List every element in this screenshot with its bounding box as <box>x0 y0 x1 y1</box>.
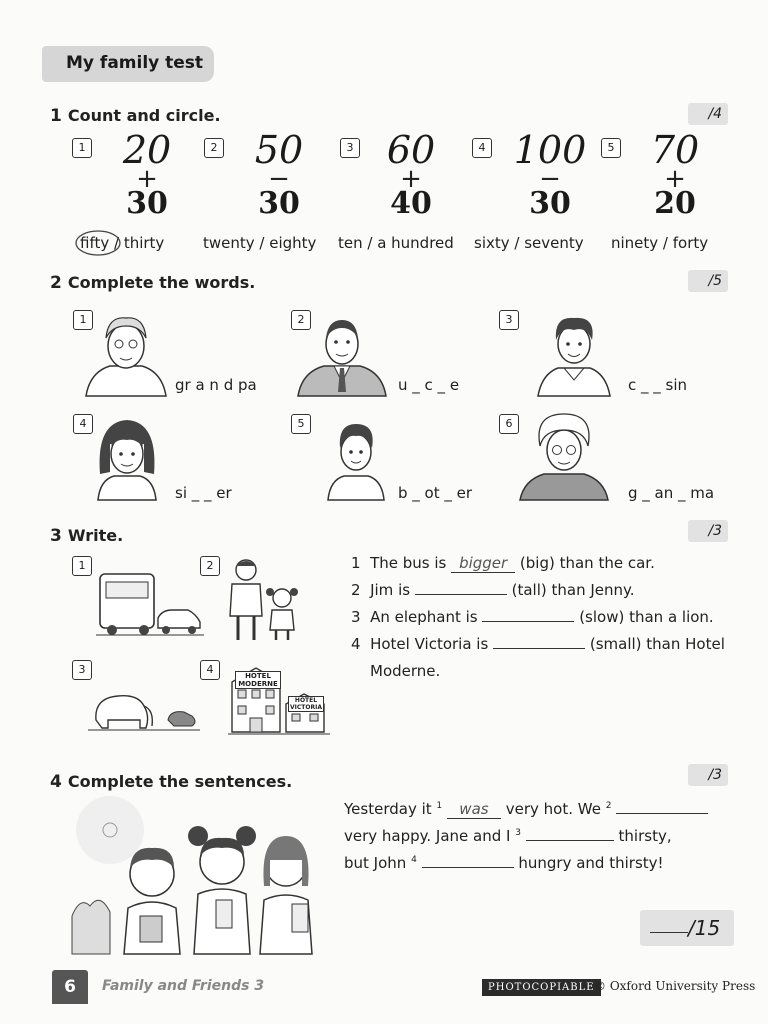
answer-choice[interactable]: ten / a hundred <box>338 234 454 252</box>
answer-blank[interactable] <box>493 648 585 649</box>
item-number-box: 5 <box>291 414 311 434</box>
section-1-heading: 1 Count and circle. <box>50 106 221 126</box>
sum-top-number: 60 <box>386 128 436 172</box>
sum-operator: + <box>400 164 422 194</box>
page-title: My family test <box>66 53 204 73</box>
sentence-4-line-2: very happy. Jane and I $^3$ thirsty, <box>344 827 672 845</box>
item-number-box: 1 <box>72 138 92 158</box>
sum-bottom-number: 30 <box>258 186 300 221</box>
word-puzzle[interactable]: b _ ot _ er <box>398 484 473 502</box>
answer-choice[interactable]: twenty / eighty <box>203 234 317 252</box>
item-number-box: 2 <box>204 138 224 158</box>
total-score-box <box>640 910 734 946</box>
bus-and-car-illustration <box>96 570 206 638</box>
section-1-score: /4 <box>688 103 728 125</box>
item-number-box: 5 <box>601 138 621 158</box>
word-puzzle[interactable]: g _ an _ ma <box>628 484 715 502</box>
sentence-4-continuation: Moderne. <box>370 662 441 680</box>
sum-bottom-number: 30 <box>126 186 168 221</box>
publisher: © Oxford University Press <box>594 979 756 993</box>
answer-choice[interactable]: ninety / forty <box>611 234 709 252</box>
section-4-heading: 4 Complete the sentences. <box>50 772 293 792</box>
answer-blank[interactable] <box>482 621 574 622</box>
section-2-heading: 2 Complete the words. <box>50 273 256 293</box>
item-number-box: 1 <box>73 310 93 330</box>
page-number: 6 <box>52 970 88 1004</box>
answer-choice[interactable]: sixty / seventy <box>474 234 584 252</box>
cousin-illustration <box>534 312 614 396</box>
item-number-box: 4 <box>472 138 492 158</box>
uncle-illustration <box>296 312 388 396</box>
sum-operator: + <box>664 164 686 194</box>
grandma-illustration <box>518 410 610 500</box>
sum-bottom-number: 40 <box>390 186 432 221</box>
circle-mark <box>74 230 124 258</box>
answer-blank[interactable] <box>422 867 514 868</box>
page-title-band <box>42 46 214 82</box>
hotel-moderne-sign: HOTEL MODERNE <box>235 671 281 689</box>
word-puzzle[interactable]: u _ c _ e <box>398 376 460 394</box>
section-4-score: /3 <box>688 764 728 786</box>
children-drinking-illustration <box>70 796 332 954</box>
sentence-1: 1 The bus is bigger (big) than the car. <box>351 554 655 572</box>
answer-blank[interactable] <box>526 840 614 841</box>
sentence-2: 2 Jim is (tall) than Jenny. <box>351 581 635 599</box>
sum-top-number: 50 <box>254 128 304 172</box>
word-puzzle[interactable]: gr a n d pa <box>175 376 257 394</box>
item-number-box: 2 <box>291 310 311 330</box>
sum-operator: − <box>539 164 561 194</box>
section-3-score: /3 <box>688 520 728 542</box>
book-title: Family and Friends 3 <box>102 978 265 994</box>
elephant-and-lion-illustration <box>88 680 203 734</box>
brother-illustration <box>326 414 386 500</box>
answer-choice[interactable]: fifty / thirty <box>80 234 165 252</box>
jim-and-jenny-illustration <box>222 556 302 642</box>
answer-blank[interactable]: was <box>447 800 501 819</box>
answer-blank[interactable] <box>616 813 708 814</box>
item-number-box: 2 <box>200 556 220 576</box>
sentence-4-line-3: but John $^4$ hungry and thirsty! <box>344 854 664 872</box>
grandpa-illustration <box>84 312 168 396</box>
sum-bottom-number: 20 <box>654 186 696 221</box>
word-puzzle[interactable]: si _ _ er <box>175 484 232 502</box>
item-number-box: 4 <box>73 414 93 434</box>
answer-blank[interactable] <box>415 594 507 595</box>
item-number-box: 3 <box>499 310 519 330</box>
sentence-4: 4 Hotel Victoria is (small) than Hotel <box>351 635 725 653</box>
item-number-box: 3 <box>72 660 92 680</box>
item-number-box: 6 <box>499 414 519 434</box>
hotel-victoria-sign: HOTEL VICTORIA <box>288 696 324 712</box>
sum-top-number: 20 <box>122 128 172 172</box>
sum-operator: − <box>268 164 290 194</box>
sum-operator: + <box>136 164 158 194</box>
photocopiable-badge: PHOTOCOPIABLE <box>482 979 601 996</box>
word-puzzle[interactable]: c _ _ sin <box>628 376 688 394</box>
total-score: /15 <box>688 916 721 940</box>
sentence-4-line-1: Yesterday it $^1$ was very hot. We $^2$ <box>344 800 708 819</box>
sister-illustration <box>94 414 160 500</box>
sum-top-number: 70 <box>650 128 700 172</box>
item-number-box: 3 <box>340 138 360 158</box>
sum-top-number: 100 <box>513 128 587 172</box>
total-blank[interactable] <box>650 932 688 933</box>
sum-bottom-number: 30 <box>529 186 571 221</box>
sentence-3: 3 An elephant is (slow) than a lion. <box>351 608 714 626</box>
section-3-heading: 3 Write. <box>50 526 124 546</box>
section-2-score: /5 <box>688 270 728 292</box>
item-number-box: 1 <box>72 556 92 576</box>
answer-blank[interactable]: bigger <box>451 554 515 573</box>
item-number-box: 4 <box>200 660 220 680</box>
